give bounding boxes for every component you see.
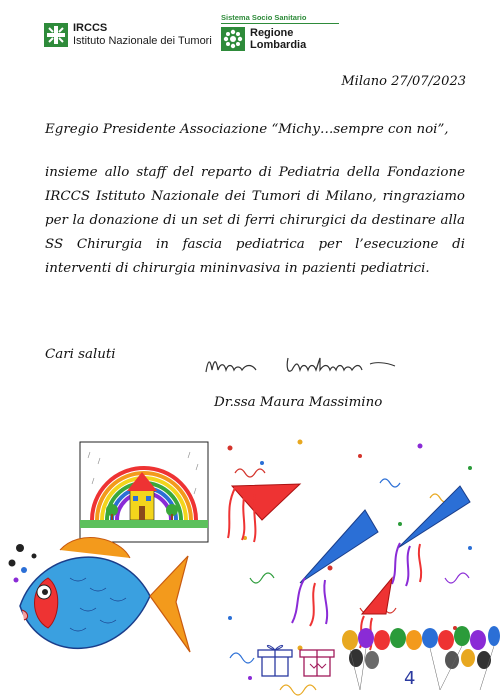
irccs-logo-line2: Istituto Nazionale dei Tumori (73, 35, 212, 47)
letter-salutation: Egregio Presidente Associazione “Michy…sempre con noi”, (45, 122, 449, 137)
handwritten-signature (200, 350, 410, 380)
regione-lombardia-logo (221, 13, 341, 53)
irccs-logo-line1: IRCCS (73, 22, 108, 34)
irccs-cross-logo-icon (44, 23, 68, 47)
childrens-drawing (0, 428, 500, 699)
fish-drawing (9, 538, 191, 652)
lombardia-rose-logo-icon (221, 27, 245, 51)
party-popper-2 (292, 510, 378, 626)
balloons (342, 626, 500, 690)
presents (258, 645, 334, 676)
house-picture (80, 442, 208, 542)
region-logo-divider (221, 23, 339, 24)
signer-name: Dr.ssa Maura Massimino (214, 395, 383, 410)
drawing-number-label: 4 (404, 668, 416, 689)
irccs-logo (44, 22, 234, 50)
letter-body: insieme allo staff del reparto di Pediatria della Fondazione IRCCS Istituto Nazionale dei Tumori di Milano, ringraziamo per la donazione di un set di ferri chirurgici da destinare alla SS Chirurgia in fascia pediatrica per l’esecuzione di interventi di chirurgia mininvasiva in pazienti pediatrici. (45, 165, 465, 276)
party-popper-1 (228, 484, 300, 542)
letterhead (0, 0, 500, 60)
region-logo-tagline: Sistema Socio Sanitario (221, 13, 307, 22)
letter-closing: Cari saluti (45, 347, 116, 362)
region-logo-line2: Lombardia (250, 39, 307, 51)
letter-date: Milano 27/07/2023 (341, 74, 466, 89)
region-logo-line1: Regione (250, 27, 294, 39)
party-popper-3 (392, 486, 470, 586)
